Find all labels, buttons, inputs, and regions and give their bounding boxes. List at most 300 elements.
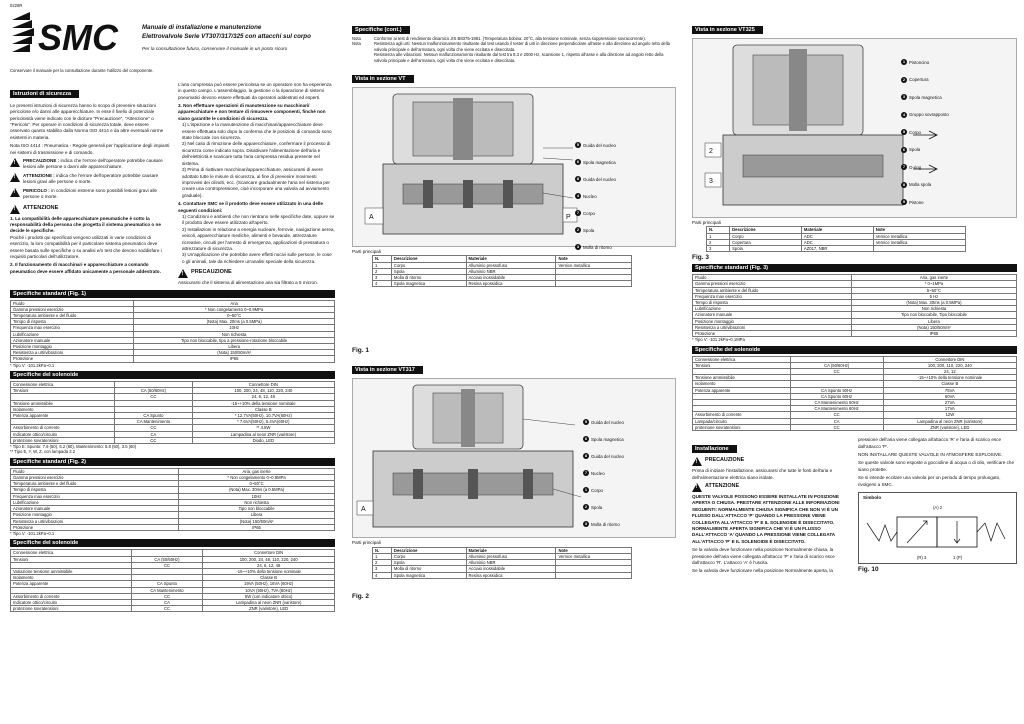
table-cell: Variazione tensione ammissibile [11, 568, 132, 574]
part-callout [901, 182, 931, 188]
table-cell: Lubrificazione [11, 499, 179, 505]
table-cell: Spola magnetica [391, 281, 466, 287]
table-row [693, 424, 1017, 430]
table-cell: (Nota) 150/50m/s² [179, 518, 335, 524]
sol-fig1-table [10, 381, 335, 444]
warning-attenzione: ! ATTENZIONE : indica che l'errore dell'operatore potrebbe causare lesioni gravi alle persone o morte. [10, 173, 170, 186]
sol-fig2-table [10, 549, 335, 612]
table-cell: Protezione [11, 356, 134, 362]
table-cell: ADC [801, 239, 873, 245]
table-cell: Tipo non bloccabile, tipo a pressione-rotazione bloccabile [134, 337, 335, 343]
part-callout [583, 487, 603, 493]
table-cell: Classe B [192, 406, 334, 412]
fig2-parts-table [372, 547, 632, 579]
fig3-parts-table [706, 226, 966, 252]
table-row [11, 606, 335, 612]
spec-fig2-note: * Tipo V: -101.2kPa~0.1 [10, 530, 55, 536]
install-left [692, 437, 852, 575]
table-cell: Vernice metallica [556, 554, 632, 560]
table-cell: * 7.6VA(50Hz), 5.4VA(60Hz) [192, 419, 334, 425]
table-cell: protezione sovratensioni [11, 437, 115, 443]
part-callout [901, 147, 920, 153]
fig2-drawing [352, 378, 676, 538]
list-item: 1) L'ispezione e la manutenzione di macchinari/apparecchiature deve essere effettuata solo dopo la conferma che le posizioni di comando sono state bloccate con sicurezza. [182, 122, 332, 141]
fig2-parts-heading: Parti principali [352, 540, 381, 546]
part-callout [583, 470, 605, 476]
table-cell: Tensioni [11, 388, 115, 394]
table-cell: Posizione montaggio [11, 512, 179, 518]
table-cell: Lubrificazione [11, 331, 134, 337]
list-item: 3) Prima di riattivare macchinari/apparecchiature, assicurarsi di avere adottato tutte le misure di sicurezza, al fine di prevenire movimenti improvvisi dei cilindri, ecc. (Scaricare gradualmente l'aria nel sistema per creare una contropressione, cioè incorporare una valvola ad avviamento graduale). [182, 167, 330, 198]
spec-fig3-note: * Tipo V: -101.2kPa~0.1MPa [692, 337, 745, 343]
table-cell: Alluminio NBR [466, 268, 556, 274]
safety-item-4: 4. Contattare SMC se il prodotto deve essere utilizzato in una delle seguenti condizioni: [178, 201, 323, 213]
table-cell: 4 [373, 281, 392, 287]
install-p1: Se la valvola deve funzionare nella posizione Normalmente chiusa, la pressione dell'aria viene collegata all'attacco 'P' e l'aria di scarico esce dall'attacco 'R'. L'attacco 'A' è l'uscita. [692, 547, 835, 565]
c2-notes [352, 36, 676, 63]
fig1-parts-table [372, 255, 632, 287]
table-cell: Libera [179, 512, 335, 518]
part-callout [583, 419, 624, 425]
list-item: 3) Un'applicazione che potrebbe avere effetti nocivi sulle persone, le cose o gli animali, tale da richiedere un'analisi speciale della sicurezza. [182, 252, 332, 264]
callout-label: Molla di ritorno [591, 521, 620, 527]
safety-section [10, 82, 335, 287]
install-prec-heading: ! PRECAUZIONE [692, 457, 852, 466]
table-cell: Gamma pressioni esercizio [11, 475, 179, 481]
callout-number: 2 [902, 76, 906, 82]
table-cell: CA Spunto [131, 581, 203, 587]
table-cell: Connessione elettrica [11, 550, 132, 556]
table-cell: Spola [391, 268, 466, 274]
callout-number: 3 [584, 521, 588, 527]
table-cell: Tempo di risposta [693, 300, 852, 306]
table-cell: Tipo non bloccabile, Tipo bloccabile [851, 312, 1016, 318]
callout-number: 8 [576, 176, 580, 182]
table-cell: 3 [373, 566, 392, 572]
table-cell: CA Spunto 50Hz [790, 387, 883, 393]
table-cell: Assorbimento di corrente [11, 425, 115, 431]
table-cell: CA Spunto 60Hz [790, 393, 883, 399]
svg-text:P: P [566, 214, 571, 222]
callout-number: 3 [576, 244, 580, 250]
install-p2: Se la valvola deve funzionare nella posizione Normalmente aperta, la [692, 568, 833, 574]
part-callout [901, 164, 921, 170]
c2-spec-heading: Specifiche (cont.) [352, 26, 410, 34]
spec-fig2-heading: Specifiche standard (Fig. 2) [10, 458, 335, 466]
table-cell: Note [556, 256, 632, 262]
callout-number: 4 [576, 193, 580, 199]
callout-number: 3 [902, 94, 906, 99]
table-cell: Materiale [466, 256, 556, 262]
install-att-text: QUESTE VALVOLE POSSONO ESSERE INSTALLATE IN POSIZIONE APERTA O CHIUSA. PRESTARE ATTENZIONE ALLE INFORMAZIONI SEGUENTI: NORMALMENTE CHIUSA SIGNIFICA CHE NON VI È UN FLUSSO DALL'ATTACCO 'P' QUANDO LA PRESSIONE VIENE COLLEGATA ALL'ATTACCO 'P' E IL SOLENOIDE È DISECCITATO. NORMALMENTE APERTA SIGNIFICA CHE VI È UN FLUSSO DALL'ATTACCO 'A' QUANDO LA PRESSIONE VIENE COLLEGATA ALL'ATTACCO 'P' E IL SOLENOIDE È DISECCITATO. [692, 493, 840, 544]
table-cell: Note [556, 547, 632, 553]
warning-precauzione: ! PRECAUZIONE : indica che l'errore dell'operatore potrebbe causare lesioni alle persone o danni alle apparecchiature. [10, 158, 170, 171]
valve-section-fig2-icon [353, 379, 675, 539]
table-cell: Note [873, 227, 965, 233]
table-cell: Molla di ritorno [391, 275, 466, 281]
title-line-2: Elettrovalvole Serie VT307/317/325 con attacchi sul corpo [142, 32, 311, 40]
warning-triangle-icon [692, 457, 702, 466]
table-cell: Lampadina al neon ZNR (varistore) [203, 599, 335, 605]
install-r4: Se si intende eccitare una valvola per un periodo di tempo prolungato, rivolgersi a SMC. [858, 475, 1001, 487]
subtitle: Per la consultazione futura, conservare il manuale in un posto sicuro [142, 46, 288, 52]
symbol-label: Simbolo [863, 494, 882, 500]
table-cell: CC [115, 394, 192, 400]
table-cell: CC [131, 562, 203, 568]
table-cell: CC [115, 425, 192, 431]
safety-item-1-text: Poiché i prodotti qui specificati vengono utilizzati in varie condizioni di esercizio, la loro compatibilità per il particolare sistema pneumatico deve essere basata sulle specifiche o su analisi e/o test che devono soddisfare i requisiti particolari dell'utilizzatore. [10, 234, 162, 259]
table-cell: * Non congelamento 0~0.9MPa [179, 475, 335, 481]
table-cell: 100, 200, 110, 220, 240 [883, 362, 1016, 368]
precauzione-heading: ! PRECAUZIONE [178, 269, 335, 278]
fig3-label: Fig. 3 [692, 254, 709, 262]
table-cell: CA Mantenimento 60Hz [790, 406, 883, 412]
table-cell: 5~50°C [851, 287, 1016, 293]
table-cell: Libera [134, 344, 335, 350]
table-cell: Copertura [730, 239, 802, 245]
title-line-1: Manuale di installazione e manutenzione [142, 23, 262, 31]
table-cell: CA [115, 431, 192, 437]
callout-label: Guida del nucleo [591, 453, 624, 459]
part-callout [575, 159, 616, 165]
table-cell: Spola [730, 246, 802, 252]
left-column [10, 0, 335, 724]
svg-text:3: 3 [709, 178, 713, 185]
list-item: 1) Condizioni e ambienti che non rientrano nelle specifiche date, oppure se il prodotto deve essere utilizzato all'aperto. [182, 213, 335, 226]
table-cell: IP65 [134, 356, 335, 362]
valve-section-fig1-icon [353, 88, 675, 248]
fig2-heading: Vista in sezione VT317 [352, 366, 423, 374]
table-cell [873, 246, 965, 252]
table-cell: CC [790, 424, 883, 430]
table-cell: AZ017, NBR [801, 246, 873, 252]
table-cell: Descrizione [730, 227, 802, 233]
table-cell: Frequenza max esercizio [11, 325, 134, 331]
table-cell: Temperatura ambiente e del fluido [11, 313, 134, 319]
table-cell: Lampadina al neon ZNR (varistore) [192, 431, 334, 437]
safety-item-3-list [178, 122, 335, 199]
callout-number: 7 [584, 470, 588, 476]
table-cell: 0~50°C [179, 481, 335, 487]
table-cell: (Nota) Max. 30ms (a 0.5MPa) [179, 487, 335, 493]
fig3-drawing [692, 38, 1017, 218]
part-callout [575, 193, 597, 199]
table-cell: Posizione montaggio [693, 318, 852, 324]
table-cell: N. [707, 227, 730, 233]
safety-intro: Le presenti istruzioni di sicurezza hanno lo scopo di prevenire situazioni pericolose e/o danni alle apparecchiature. In esse il livello di potenziale pericolosità viene indicato con le diciture "Precauzione", "Attenzione" o "Pericolo". Per operare in condizioni di sicurezza totale, deve essere osservato quanto stabilito dalla Norma ISO 4414 e da altre eventuali norme esistenti in materia. [10, 102, 164, 140]
table-cell: Vernice metallica [873, 233, 965, 239]
safety-right [178, 82, 335, 287]
fig1-label: Fig. 1 [352, 347, 369, 355]
table-cell: 5 Hz [851, 293, 1016, 299]
table-cell: Vernice metallica [556, 262, 632, 268]
table-cell: CA [131, 599, 203, 605]
table-cell: 2 [373, 268, 392, 274]
table-cell: Resistenza a urti/vibrazioni [11, 350, 134, 356]
part-callout [901, 199, 924, 205]
callout-label: Nucleo [591, 470, 605, 476]
table-cell: N. [373, 256, 392, 262]
callout-number: 9 [902, 199, 906, 204]
callout-label: Guida del nucleo [583, 176, 616, 182]
sol-fig1-note: * Tipo E: Spunto: 7.9 (50), 6.2 (60), Mantenimento: 5.8 (50), 3.5 (60) ** Tipo E, Y, W, Z, con lampada 2.2 [10, 444, 137, 455]
callout-number: 5 [902, 129, 906, 134]
table-cell: Assorbimento di corrente [693, 412, 791, 418]
safety-heading: Istruzioni di sicurezza [10, 90, 79, 98]
install-right [858, 437, 1017, 575]
table-cell: CC [790, 369, 883, 375]
table-cell: (Nota) Max. 20ms (a 0.5MPa) [134, 319, 335, 325]
fig1-drawing [352, 87, 676, 250]
part-callout [575, 176, 616, 182]
fig3-parts-heading: Parti principali [692, 220, 721, 225]
table-cell: Fluido [11, 300, 134, 306]
install-r2: NON INSTALLARE QUESTE VALVOLE IN ATMOSFERE ESPLOSIVE. [858, 451, 1003, 457]
safety-nota: Nota ISO 4414 : Pneumatica - Regole generali per l'applicazione degli impianti nei sistemi di trasmissione e di comando. [10, 143, 170, 155]
callout-label: Pistoncino [909, 59, 930, 65]
table-cell: -15~+10% della tensione nominale [192, 400, 334, 406]
table-cell: Materiale [466, 547, 556, 553]
callout-label: Guida del nucleo [591, 419, 624, 425]
part-callout [901, 94, 942, 100]
callout-number: 7 [902, 164, 906, 169]
table-cell: IP65 [851, 331, 1016, 337]
table-cell: IP65 [179, 524, 335, 530]
table-cell: Descrizione [391, 256, 466, 262]
table-cell: -15~+10% della tensione nominale [883, 375, 1016, 381]
svg-text:2: 2 [709, 148, 713, 155]
svg-text:A: A [361, 506, 366, 514]
table-cell: CA (50/60Hz) [131, 556, 203, 562]
port-a-label: (A) 2 [933, 504, 943, 510]
table-cell: 12W [883, 412, 1016, 418]
table-cell: 24, 6, 12, 48 [192, 394, 334, 400]
table-cell: Diodo, LED [192, 437, 334, 443]
table-cell: Non richiesta [179, 499, 335, 505]
valve-section-fig3-icon [693, 39, 1016, 219]
callout-label: Guida del nucleo [583, 142, 616, 148]
table-cell: Frequenza max esercizio [693, 293, 852, 299]
callout-label: Spola magnetica [583, 159, 616, 165]
smc-logo-icon [10, 12, 128, 62]
part-callout [575, 142, 616, 148]
table-cell: Resistenza a urti/vibrazioni [11, 518, 179, 524]
callout-label: Nucleo [583, 193, 597, 199]
brand-text: SMC [38, 17, 118, 59]
table-cell: Tensioni [693, 362, 791, 368]
table-cell: Connessione elettrica [11, 382, 115, 388]
table-cell: Tempo di risposta [11, 487, 179, 493]
table-cell: CA Mantenimento 50Hz [790, 400, 883, 406]
table-cell: Corpo [391, 262, 466, 268]
table-cell: * 12.7VA(50Hz), 10.7VA(60Hz) [192, 413, 334, 419]
table-cell: Fluido [11, 468, 179, 474]
table-cell: Classe B [883, 381, 1016, 387]
table-cell: Aria [134, 300, 335, 306]
spec-note: Nota Conforme ai test di rendimento dinamico JIS B8375-1981. (Temperatura bobina: 20°C, alla tensione nominale, senza soppressione sovracorrente). [352, 36, 646, 41]
spec-note: Nota Resistenza agli urti: Nessun malfunzionamento risultante dal test usando il tester di urti in direzione perpendicolare all'asse e alla direzione ad angolo retto della valvola principale e dell'armatura, ogni volta che viene eccitata e diseccitata. [352, 41, 670, 52]
spec-fig3-heading: Specifiche standard (Fig. 3) [692, 264, 1017, 272]
callout-label: Spola [583, 227, 595, 233]
part-callout [901, 112, 949, 118]
callout-number: 5 [576, 142, 580, 148]
table-cell: Resina epossidica [466, 281, 556, 287]
table-cell: 24, 12 [883, 369, 1016, 375]
list-item: 2) Installazioni in relazione a energia nucleare, ferrovie, navigazione aerea, veicoli, apparecchiature mediche, alimenti e bevande, attrezzature ricreative, circuiti per l'arresto di emergenza, applicazioni di pressatura o attrezzature di sicurezza. [182, 226, 335, 251]
table-cell: 2 [373, 560, 392, 566]
table-cell: CC [115, 437, 192, 443]
callout-label: Pistone [909, 199, 924, 205]
sol-fig3-heading: Specifiche del solenoide [692, 346, 1017, 354]
part-callout [901, 77, 929, 83]
table-cell: 19VA (50Hz), 16VA (60Hz) [203, 581, 335, 587]
safety-item-3: 3. Non effettuare operazioni di manutenzione su macchinari/ apparecchiature e non tentare di rimuovere componenti, finché non siano garantite le condizioni di sicurezza. [178, 103, 326, 121]
callout-label: Corpo [583, 210, 595, 216]
table-cell: Materiale [801, 227, 873, 233]
warning-triangle-icon [692, 483, 702, 492]
install-section [692, 437, 1017, 575]
table-cell: 2 [707, 239, 730, 245]
table-cell: Lubrificazione [693, 306, 852, 312]
spec-fig1-note: * Tipo V: -101.2kPa~0.1 [10, 362, 55, 368]
table-cell: Posizione montaggio [11, 344, 134, 350]
warning-triangle-icon [10, 173, 20, 182]
table-cell: Indicatore ottico/circuito [11, 431, 115, 437]
fig1-parts-heading: Parti principali [352, 249, 381, 255]
table-cell: CA Mantenimento [115, 419, 192, 425]
table-cell [556, 281, 632, 287]
sol-fig2-heading: Specifiche del solenoide [10, 539, 335, 547]
table-cell: CA (50/60Hz) [790, 362, 883, 368]
table-cell: Libera [851, 318, 1016, 324]
table-cell: Connettore DIN [883, 356, 1016, 362]
table-cell: 1 [707, 233, 730, 239]
part-callout [583, 436, 624, 442]
sol-fig3-table [692, 356, 1017, 431]
table-cell: Alluminio pressofuso [466, 262, 556, 268]
table-cell: 3 [707, 246, 730, 252]
table-cell: Isolamento [693, 381, 791, 387]
install-r1: pressione dell'aria viene collegata all'attacco 'R' e l'aria di scarico esce dall'attacco 'P'. [858, 437, 1002, 449]
table-row [373, 572, 632, 578]
table-cell: Acciaio inossidabile [466, 275, 556, 281]
table-cell: CC [790, 412, 883, 418]
safety-item-1: 1. La compatibilità delle apparecchiature pneumatiche è sotto la responsabilità della persona che progetta il sistema pneumatico o ne decide le specifiche. [10, 215, 161, 234]
table-cell: Gamma pressioni esercizio [11, 306, 134, 312]
table-cell: 10VA (50Hz), 7VA (60Hz) [203, 587, 335, 593]
install-r3: Se queste valvole sono esposte a goccioline di acqua o di olio, verificare che siano protette. [858, 460, 1015, 472]
callout-label: Corpo [909, 129, 921, 135]
table-row [11, 524, 335, 530]
table-cell: Aria, gas inerte [179, 468, 335, 474]
callout-label: Molla spola [909, 182, 932, 187]
table-cell: Aria, gas inerte [851, 275, 1016, 281]
table-cell: Descrizione [391, 547, 466, 553]
part-callout [583, 453, 624, 459]
table-cell: Assorbimento di corrente [11, 593, 132, 599]
table-cell: Potenza apparente [11, 581, 132, 587]
part-callout [575, 227, 594, 233]
table-cell: Potenza apparente [693, 387, 791, 393]
callout-number: 1 [902, 59, 906, 64]
table-cell: ** 4.8W [192, 425, 334, 431]
table-cell: Tipo non bloccabile [179, 506, 335, 512]
table-cell: 10Hz [179, 493, 335, 499]
callout-number: 4 [902, 111, 906, 117]
table-cell: Frequenza max esercizio [11, 493, 179, 499]
table-cell: Molla di ritorno [391, 566, 466, 572]
warning-triangle-icon [10, 188, 20, 197]
table-cell: * 0~1MPa [851, 281, 1016, 287]
table-cell: 24, 6, 12, 48 [203, 562, 335, 568]
fig1-heading: Vista in sezione VT [352, 75, 414, 83]
safety-col2-lead: L'aria compressa può essere pericolosa se un operatore non ha esperienza in questo campo. L'assemblaggio, la gestione o la riparazione di sistemi pneumatici devono essere effettuati da operatori addestrati ed esperti. [178, 81, 332, 100]
table-cell: Azionatore manuale [11, 506, 179, 512]
table-cell: -15~+10% della tensione nominale [203, 568, 335, 574]
table-cell: Alluminio NBR [466, 560, 556, 566]
table-cell: Potenza apparente [11, 413, 115, 419]
table-cell: Tensioni [11, 556, 132, 562]
table-cell: protezione sovratensioni [11, 606, 132, 612]
table-cell: Lampada/circuito [693, 418, 791, 424]
table-cell: Tempo di risposta [11, 319, 134, 325]
table-cell: Resistenza a urti/vibrazioni [693, 324, 852, 330]
table-cell: Protezione [11, 524, 179, 530]
warning-triangle-icon [178, 269, 188, 278]
table-row [693, 331, 1017, 337]
table-cell: Corpo [391, 554, 466, 560]
table-cell: Spola magnetica [391, 572, 466, 578]
table-cell: Alluminio pressofuso [466, 554, 556, 560]
fig3-heading: Vista in sezione VT325 [692, 26, 763, 34]
table-cell: ZNR (varistore), LED [203, 606, 335, 612]
right-column [692, 0, 1017, 724]
port-p-label: 1 (P) [953, 554, 963, 560]
install-prec-text: Prima di iniziare l'installazione, assicurarsi che tutte le fonti dell'aria e dell'alimentazione elettrica siano isolate. [692, 468, 833, 480]
table-cell: Connessione elettrica [693, 356, 791, 362]
callout-label: Molla di ritorno [583, 244, 612, 250]
safety-left [10, 82, 170, 287]
table-cell: Connettore DIN [192, 382, 334, 388]
table-cell: Temperatura ambiente e del fluido [11, 481, 179, 487]
table-cell: ZNR (varistore), LED [883, 424, 1016, 430]
spec-fig1-heading: Specifiche standard (Fig. 1) [10, 290, 335, 298]
svg-text:A: A [369, 214, 374, 222]
table-cell: Isolamento [11, 406, 115, 412]
warning-pericolo: ! PERICOLO : in condizioni estreme sono possibili lesioni gravi alle persone o morte. [10, 188, 170, 201]
table-cell: Azionatore manuale [693, 312, 852, 318]
table-cell: Corpo [730, 233, 802, 239]
table-cell: Resina epossidica [466, 572, 556, 578]
table-cell: Lampadina al neon ZNR (varistore) [883, 418, 1016, 424]
part-callout [575, 210, 595, 216]
callout-label: Corpo [591, 487, 603, 493]
callout-label: Spola [909, 147, 921, 152]
callout-label: Spola [591, 504, 603, 510]
part-callout [583, 504, 602, 510]
callout-number: 8 [584, 453, 588, 459]
callout-label: O-ring [909, 164, 922, 170]
spec-fig3-table [692, 274, 1017, 337]
table-cell: 4 [373, 572, 392, 578]
install-att-heading: ! ATTENZIONE [692, 483, 852, 492]
callout-label: Gruppo sovrapposto [909, 112, 949, 117]
table-cell: Indicatore ottico/circuito [11, 599, 132, 605]
table-cell: Non richiesta [134, 331, 335, 337]
table-cell: Protezione [693, 331, 852, 337]
table-cell: Azionatore manuale [11, 337, 134, 343]
table-cell: 27VA [883, 400, 1016, 406]
